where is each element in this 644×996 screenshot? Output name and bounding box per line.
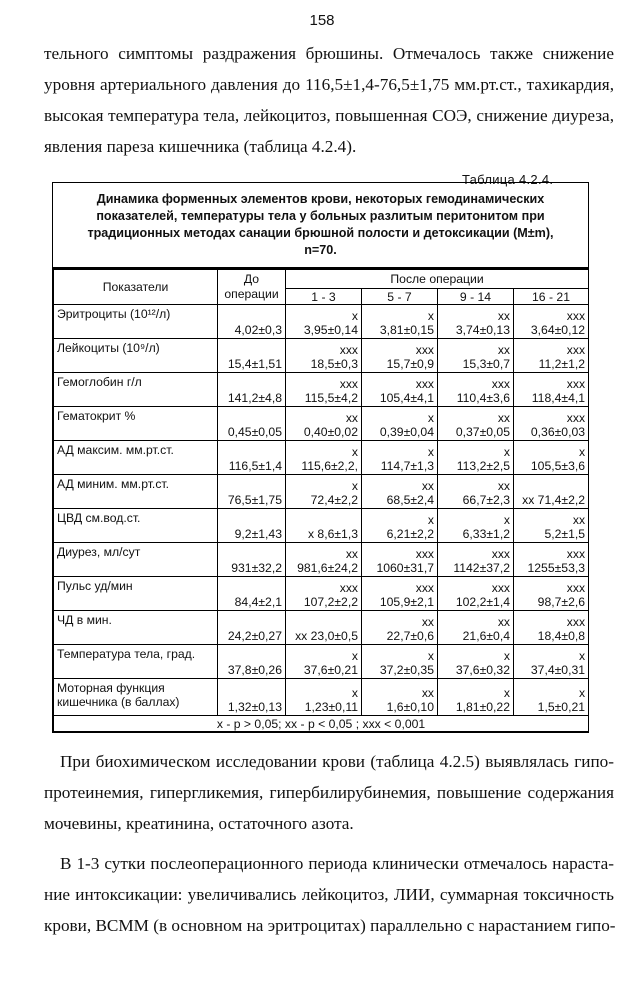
after-value-cell	[438, 611, 514, 645]
significance-mark: xxx	[566, 615, 586, 629]
table-grid	[53, 269, 589, 732]
significance-mark: xx	[497, 411, 510, 425]
row-label: АД максим. мм.рт.ст.	[54, 441, 218, 475]
significance-mark: x	[351, 686, 358, 700]
significance-mark: xx	[421, 615, 434, 629]
after-value-cell	[514, 339, 589, 373]
table-caption: Таблица 4.2.4.	[462, 172, 554, 187]
significance-mark: x	[578, 686, 586, 700]
after-value-cell	[286, 441, 362, 475]
significance-mark: x	[578, 649, 586, 663]
after-value: 6,21±2,2	[386, 527, 434, 541]
after-value-cell	[438, 679, 514, 716]
after-value: 98,7±2,6	[537, 595, 586, 609]
header-period: 1 - 3	[286, 289, 362, 305]
row-label: Гематокрит %	[54, 407, 218, 441]
after-value: 105,9±2,1	[379, 595, 434, 609]
after-value-cell	[362, 441, 438, 475]
text-line: высокая температура тела, лейкоцитоз, повышенная СОЭ, снижение диуреза,	[44, 106, 614, 125]
significance-mark: xx	[345, 547, 358, 561]
after-value: 1255±53,3	[527, 561, 586, 575]
significance-mark: x	[427, 649, 434, 663]
table-row	[54, 475, 589, 509]
table-row	[54, 543, 589, 577]
significance-mark: x	[503, 513, 510, 527]
row-label: ЦВД см.вод.ст.	[54, 509, 218, 543]
after-value-cell	[514, 611, 589, 645]
significance-mark: x	[427, 309, 434, 323]
significance-mark: x	[503, 649, 510, 663]
after-value: 105,4±4,1	[379, 391, 434, 405]
after-value-cell	[362, 305, 438, 339]
significance-mark: xx	[497, 343, 510, 357]
after-value-cell	[438, 577, 514, 611]
after-value: 15,3±0,7	[462, 357, 510, 371]
header-indicators: Показатели	[54, 270, 218, 305]
after-value: 115,6±2,2,	[301, 459, 358, 473]
after-value: 118,4±4,1	[531, 391, 586, 405]
significance-mark: xxx	[415, 547, 434, 561]
row-label: Диурез, мл/сут	[54, 543, 218, 577]
table-row	[54, 645, 589, 679]
before-value: 37,8±0,26	[218, 645, 286, 679]
row-label: Эритроциты (10¹²/л)	[54, 305, 218, 339]
text-line: В 1-3 сутки послеоперационного периода клинически отмечалось нараста-	[60, 854, 614, 873]
after-value: 18,5±0,3	[310, 357, 358, 371]
after-value: xx 71,4±2,2	[522, 493, 586, 507]
significance-mark: x	[578, 445, 586, 459]
paragraph-intro	[44, 38, 614, 162]
table-row	[54, 441, 589, 475]
after-value: xx 23,0±0,5	[295, 629, 358, 643]
after-value-cell	[438, 645, 514, 679]
after-value: 1,6±0,10	[386, 700, 434, 714]
significance-mark: xxx	[491, 547, 510, 561]
significance-mark: xxx	[415, 377, 434, 391]
after-value: 1060±31,7	[376, 561, 434, 575]
significance-mark: xx	[421, 686, 434, 700]
header-period: 5 - 7	[362, 289, 438, 305]
after-value: 15,7±0,9	[386, 357, 434, 371]
after-value: 0,39±0,04	[379, 425, 434, 439]
after-value-cell	[514, 509, 589, 543]
after-value-cell	[438, 305, 514, 339]
significance-mark: x	[427, 513, 434, 527]
after-value-cell	[438, 509, 514, 543]
after-value: 37,2±0,35	[379, 663, 434, 677]
after-value: 1,23±0,11	[304, 700, 358, 714]
significance-mark: x	[427, 445, 434, 459]
text-line: мочевины, креатинина, остаточного азота.	[44, 814, 354, 833]
significance-mark: x	[427, 411, 434, 425]
page-number: 158	[309, 12, 335, 29]
text-line: При биохимическом исследовании крови (таблица 4.2.5) выявлялась гипо-	[60, 752, 614, 771]
after-value: 11,2±1,2	[538, 357, 586, 371]
before-value: 141,2±4,8	[218, 373, 286, 407]
after-value-cell	[362, 373, 438, 407]
after-value: 5,2±1,5	[544, 527, 586, 541]
after-value: 37,6±0,32	[455, 663, 510, 677]
after-value: 1,5±0,21	[537, 700, 586, 714]
after-value: 68,5±2,4	[386, 493, 434, 507]
after-value: 110,4±3,6	[456, 391, 510, 405]
significance-mark: xxx	[415, 343, 434, 357]
text-line: протеинемия, гипергликемия, гипербилирубинемия, повышение содержания	[44, 783, 614, 802]
significance-mark: xx	[572, 513, 586, 527]
after-value: 114,7±1,3	[380, 459, 434, 473]
after-value-cell	[514, 373, 589, 407]
after-value-cell	[438, 441, 514, 475]
significance-mark: xx	[497, 309, 510, 323]
text-line: уровня артериального давления до 116,5±1,4-76,5±1,75 мм.рт.ст., тахикардия,	[44, 75, 614, 94]
after-value: 115,5±4,2	[304, 391, 358, 405]
after-value: 22,7±0,6	[386, 629, 434, 643]
after-value: 981,6±24,2	[297, 561, 358, 575]
table-title-line: n=70.	[304, 243, 337, 257]
after-value-cell	[362, 611, 438, 645]
after-value: 0,40±0,02	[303, 425, 358, 439]
after-value-cell	[286, 679, 362, 716]
after-value: 0,37±0,05	[455, 425, 510, 439]
after-value: 3,95±0,14	[303, 323, 358, 337]
after-value-cell	[286, 475, 362, 509]
significance-mark: xx	[497, 479, 510, 493]
paragraph-postop	[44, 848, 614, 941]
significance-mark: xxx	[566, 411, 586, 425]
after-value-cell	[514, 543, 589, 577]
significance-mark	[289, 513, 358, 527]
after-value-cell	[362, 509, 438, 543]
after-value-cell	[438, 543, 514, 577]
significance-mark: xxx	[566, 343, 586, 357]
after-value: 1142±37,2	[453, 561, 510, 575]
row-label: Пульс уд/мин	[54, 577, 218, 611]
significance-mark: xxx	[339, 343, 358, 357]
after-value-cell	[286, 611, 362, 645]
before-value: 116,5±1,4	[218, 441, 286, 475]
table-body	[54, 305, 589, 716]
after-value-cell	[286, 577, 362, 611]
after-value-cell	[514, 305, 589, 339]
significance-mark: xx	[421, 479, 434, 493]
after-value: 3,74±0,13	[455, 323, 510, 337]
after-value-cell	[286, 305, 362, 339]
table-row	[54, 407, 589, 441]
table-title-line: Динамика форменных элементов крови, некоторых гемодинамических	[96, 192, 545, 206]
before-value: 0,45±0,05	[218, 407, 286, 441]
before-value: 24,2±0,27	[218, 611, 286, 645]
after-value: 113,2±2,5	[456, 459, 510, 473]
significance-mark: xxx	[566, 309, 586, 323]
significance-mark: xx	[345, 411, 358, 425]
after-value: x 8,6±1,3	[307, 527, 358, 541]
table-row	[54, 339, 589, 373]
after-value-cell	[286, 407, 362, 441]
table-title	[53, 183, 588, 269]
table-row	[54, 679, 589, 716]
after-value: 37,4±0,31	[530, 663, 586, 677]
row-label: АД миним. мм.рт.ст.	[54, 475, 218, 509]
after-value: 18,4±0,8	[537, 629, 586, 643]
after-value-cell	[362, 577, 438, 611]
significance-mark: x	[503, 445, 510, 459]
after-value-cell	[286, 509, 362, 543]
text-line: явления пареза кишечника (таблица 4.2.4).	[44, 137, 357, 156]
table-row	[54, 577, 589, 611]
significance-mark: xxx	[491, 377, 510, 391]
after-value-cell	[362, 679, 438, 716]
after-value-cell	[362, 475, 438, 509]
significance-mark: xx	[497, 615, 510, 629]
after-value-cell	[514, 679, 589, 716]
table-row	[54, 373, 589, 407]
after-value-cell	[514, 475, 589, 509]
header-after-surgery: После операции	[286, 270, 589, 289]
after-value-cell	[438, 475, 514, 509]
significance-mark	[289, 615, 358, 629]
after-value-cell	[362, 645, 438, 679]
header-period: 9 - 14	[438, 289, 514, 305]
data-table	[52, 182, 589, 733]
header-period: 16 - 21	[514, 289, 589, 305]
after-value-cell	[514, 407, 589, 441]
significance-mark: xxx	[491, 581, 510, 595]
before-value: 15,4±1,51	[218, 339, 286, 373]
row-label: Температура тела, град.	[54, 645, 218, 679]
after-value: 3,81±0,15	[379, 323, 434, 337]
row-label: ЧД в мин.	[54, 611, 218, 645]
after-value: 105,5±3,6	[530, 459, 586, 473]
before-value: 931±32,2	[218, 543, 286, 577]
after-value-cell	[362, 543, 438, 577]
table-row	[54, 305, 589, 339]
significance-mark: xxx	[339, 377, 358, 391]
before-value: 4,02±0,3	[218, 305, 286, 339]
after-value-cell	[362, 407, 438, 441]
text-line: тельного симптомы раздражения брюшины. Отмечалось также снижение	[44, 44, 614, 63]
table-row	[54, 611, 589, 645]
significance-mark	[517, 479, 585, 493]
after-value: 37,6±0,21	[303, 663, 358, 677]
row-label: Гемоглобин г/л	[54, 373, 218, 407]
significance-mark: xxx	[566, 377, 586, 391]
significance-mark: x	[351, 649, 358, 663]
before-value: 9,2±1,43	[218, 509, 286, 543]
after-value: 1,81±0,22	[455, 700, 510, 714]
significance-mark: xxx	[339, 581, 358, 595]
after-value-cell	[438, 339, 514, 373]
significance-mark: x	[351, 309, 358, 323]
paragraph-biochemistry	[44, 746, 614, 839]
after-value: 66,7±2,3	[462, 493, 510, 507]
before-value: 76,5±1,75	[218, 475, 286, 509]
after-value-cell	[286, 543, 362, 577]
significance-mark: xxx	[566, 581, 586, 595]
table-row	[54, 509, 589, 543]
after-value: 0,36±0,03	[530, 425, 586, 439]
table-title-line: показателей, температуры тела у больных разлитым перитонитом при	[96, 209, 545, 223]
after-value: 6,33±1,2	[462, 527, 510, 541]
after-value-cell	[286, 339, 362, 373]
after-value-cell	[438, 407, 514, 441]
significance-mark: xxx	[566, 547, 586, 561]
text-line: крови, ВСММ (в основном на эритроцитах) параллельно с нарастанием гипо-	[44, 916, 616, 935]
before-value: 1,32±0,13	[218, 679, 286, 716]
table-title-line: традиционных методах санации брюшной полости и детоксикации (M±m),	[87, 226, 554, 240]
after-value-cell	[514, 577, 589, 611]
table-footnote: x - p > 0,05; xx - p < 0,05 ; xxx < 0,001	[54, 716, 589, 732]
significance-mark: xxx	[415, 581, 434, 595]
after-value-cell	[514, 645, 589, 679]
significance-mark: x	[351, 445, 358, 459]
after-value-cell	[438, 373, 514, 407]
after-value: 3,64±0,12	[530, 323, 586, 337]
after-value-cell	[362, 339, 438, 373]
after-value-cell	[514, 441, 589, 475]
before-value: 84,4±2,1	[218, 577, 286, 611]
after-value: 21,6±0,4	[462, 629, 510, 643]
significance-mark: x	[503, 686, 510, 700]
row-label: Моторная функция кишечника (в баллах)	[54, 679, 218, 716]
after-value-cell	[286, 373, 362, 407]
text-line: ние интоксикации: увеличивались лейкоцитоз, ЛИИ, суммарная токсичность	[44, 885, 614, 904]
after-value: 107,2±2,2	[303, 595, 358, 609]
after-value-cell	[286, 645, 362, 679]
after-value: 102,2±1,4	[455, 595, 510, 609]
significance-mark: x	[351, 479, 358, 493]
row-label: Лейкоциты (10⁹/л)	[54, 339, 218, 373]
after-value: 72,4±2,2	[310, 493, 358, 507]
header-before-surgery: До операции	[218, 270, 286, 305]
